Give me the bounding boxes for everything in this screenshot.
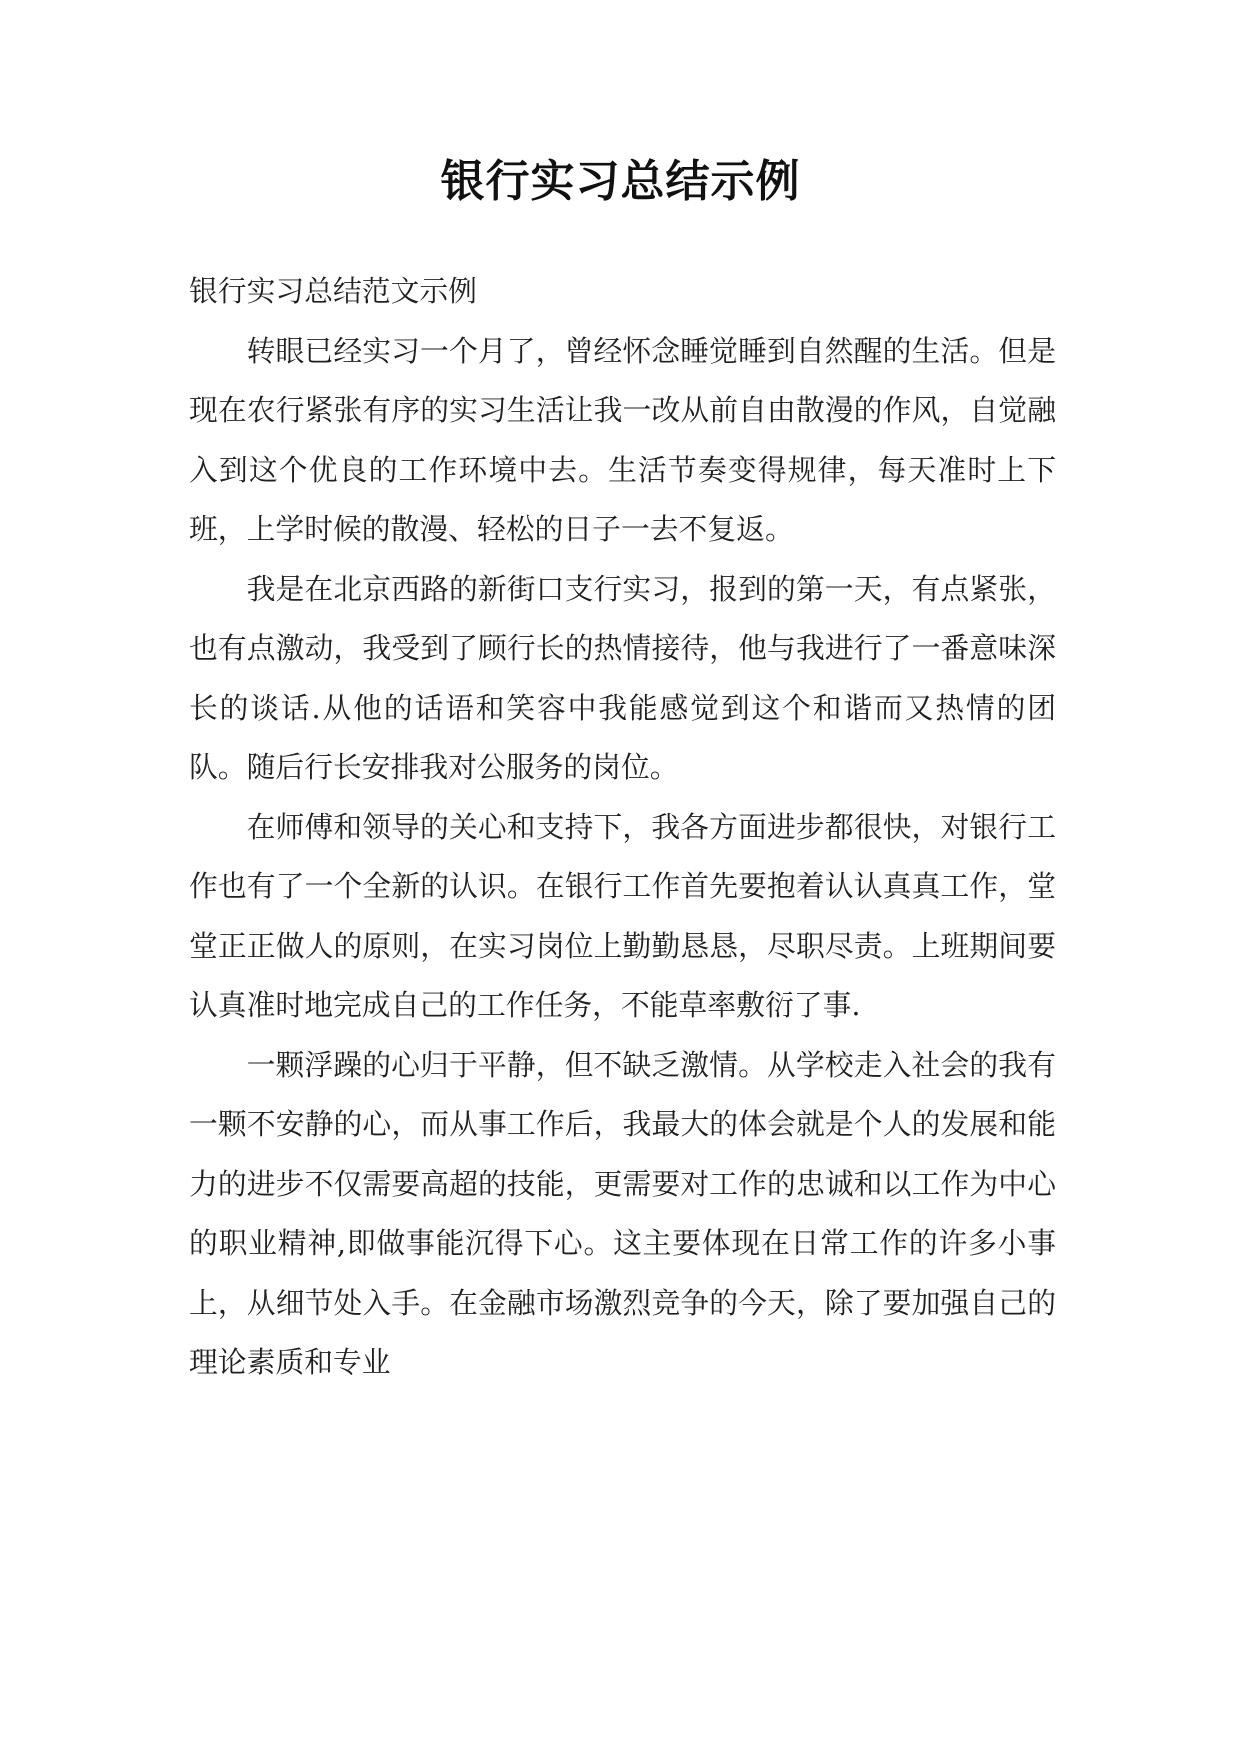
document-title: 银行实习总结示例 xyxy=(440,156,801,207)
paragraph-2: 我是在北京西路的新街口支行实习，报到的第一天，有点紧张，也有点激动，我受到了顾行长的热情接待，他与我进行了一番意味深长的谈话.从他的话语和笑容中我能感觉到这个和谐而又热情的团队。随后行长安排我对公服务的岗位。 xyxy=(189,571,1056,784)
paragraph-3: 在师傅和领导的关心和支持下，我各方面进步都很快，对银行工作也有了一个全新的认识。在银行工作首先要抱着认认真真工作，堂堂正正做人的原则，在实习岗位上勤勤恳恳，尽职尽责。上班期间要认真准时地完成自己的工作任务，不能草率敷衍了事. xyxy=(189,809,1056,1022)
document-subtitle: 银行实习总结范文示例 xyxy=(189,274,477,308)
paragraph-1: 转眼已经实习一个月了，曾经怀念睡觉睡到自然醒的生活。但是现在农行紧张有序的实习生活让我一改从前自由散漫的作风，自觉融入到这个优良的工作环境中去。生活节奏变得规律，每天准时上下班，上学时候的散漫、轻松的日子一去不复返。 xyxy=(189,333,1056,546)
paragraph-4: 一颗浮躁的心归于平静，但不缺乏激情。从学校走入社会的我有一颗不安静的心，而从事工作后，我最大的体会就是个人的发展和能力的进步不仅需要高超的技能，更需要对工作的忠诚和以工作为中心的职业精神,即做事能沉得下心。这主要体现在日常工作的许多小事上，从细节处入手。在金融市场激烈竞争的今天，除了要加强自己的理论素质和专业 xyxy=(189,1047,1056,1379)
document-body xyxy=(189,262,1056,1393)
